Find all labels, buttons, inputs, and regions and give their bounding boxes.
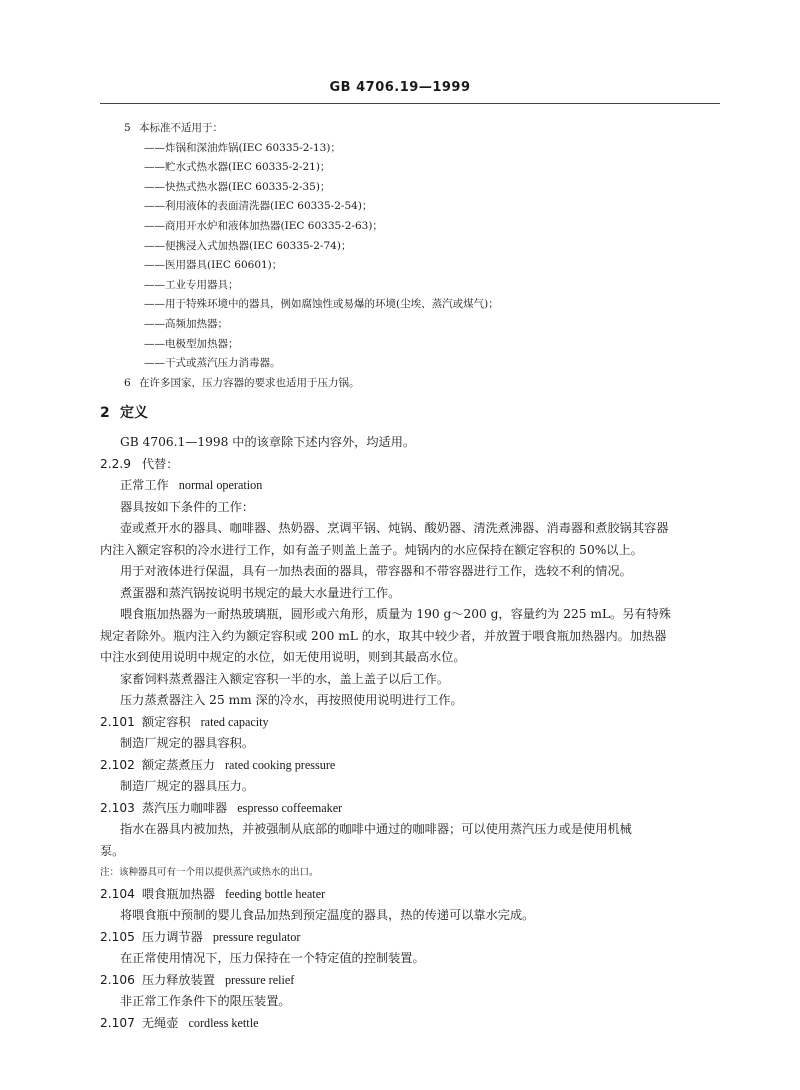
paragraph: 压力蒸煮器注入 25 mm 深的冷水，再按照使用说明进行工作。 [120,693,463,707]
note-item: ——利用液体的表面清洗器(IEC 60335-2-54)； [144,200,373,213]
header-rule [100,103,720,104]
definitions-body [100,432,720,1034]
paragraph-cont: 内注入额定容积的冷水进行工作，如有盖子则盖上盖子。炖锅内的水应保持在额定容积的 50%以上。 [100,542,643,557]
notes-list [124,119,724,393]
clause-2-102: 2.102 额定蒸煮压力 rated cooking pressure [100,757,336,772]
paragraph: 喂食瓶加热器为一耐热玻璃瓶，圆形或六角形，质量为 190 g～200 g，容量约为 225 mL。另有特殊 [120,607,671,621]
paragraph: 家畜饲料蒸煮器注入额定容积一半的水，盖上盖子以后工作。 [120,671,450,686]
definition: 在正常使用情况下，压力保持在一个特定值的控制装置。 [120,951,425,965]
note-item: ——工业专用器具； [144,278,239,291]
section-heading: 2 定义 [100,405,148,421]
note-item: ——商用开水炉和液体加热器(IEC 60335-2-63)； [144,219,383,232]
definition: 制造厂规定的器具容积。 [120,736,255,750]
clause-2-107: 2.107 无绳壶 cordless kettle [100,1015,259,1030]
note-item: 5 本标准不适用于： [124,122,223,134]
paragraph-cont: 规定者除外。瓶内注入约为额定容积或 200 mL 的水，取其中较少者，并放置于喂食瓶加热器内。加热器 [100,628,667,643]
standard-code: GB 4706.19—1999 [329,80,471,95]
note-item: ——医用器具(IEC 60601)； [144,259,283,272]
definition: 非正常工作条件下的限压装置。 [120,994,291,1008]
clause-2-101: 2.101 额定容积 rated capacity [100,714,269,729]
definition: 将喂食瓶中预制的婴儿食品加热到预定温度的器具，热的传递可以靠水完成。 [120,908,535,922]
intro-paragraph: GB 4706.1—1998 中的该章除下述内容外，均适用。 [120,435,416,449]
clause-2-106: 2.106 压力释放装置 pressure relief [100,972,295,987]
definition: 指水在器具内被加热，并被强制从底部的咖啡中通过的咖啡器；可以使用蒸汽压力或是使用机械 [120,822,632,836]
note-item: ——快热式热水器(IEC 60335-2-35)； [144,180,331,193]
paragraph: 壶或煮开水的器具、咖啡器、热奶器、烹调平锅、炖锅、酸奶器、清洗煮沸器、消毒器和煮胶锅其容器 [120,521,669,535]
note-item: 6 在许多国家，压力容器的要求也适用于压力锅。 [124,376,360,389]
paragraph: 用于对液体进行保温，具有一加热表面的器具，带容器和不带容器进行工作，选较不利的情况。 [120,564,632,578]
note-item: ——便携浸入式加热器(IEC 60335-2-74)； [144,239,352,252]
clause-2-103: 2.103 蒸汽压力咖啡器 espresso coffeemaker [100,800,343,815]
clause-2-104: 2.104 喂食瓶加热器 feeding bottle heater [100,886,326,901]
definition-cont: 泵。 [100,843,125,858]
note-item: ——用于特殊环境中的器具，例如腐蚀性或易爆的环境(尘埃、蒸汽或煤气)； [144,298,499,311]
note-item: ——贮水式热水器(IEC 60335-2-21)； [144,161,331,174]
note-item: ——炸锅和深油炸锅(IEC 60335-2-13)； [144,141,341,154]
paragraph: 煮蛋器和蒸汽锅按说明书规定的最大水量进行工作。 [120,585,401,600]
definition: 制造厂规定的器具压力。 [120,779,255,793]
note: 注：该种器具可有一个用以提供蒸汽或热水的出口。 [100,867,319,878]
paragraph: 器具按如下条件的工作： [120,499,255,514]
paragraph-cont: 中注水到使用说明中规定的水位，如无使用说明，则到其最高水位。 [100,650,466,664]
note-item: ——干式或蒸汽压力消毒器。 [144,357,281,370]
term-normal-operation: 正常工作 normal operation [120,478,263,492]
clause-2-105: 2.105 压力调节器 pressure regulator [100,929,301,944]
clause-2-2-9: 2.2.9 代替： [100,456,179,471]
note-item: ——电极型加热器； [144,337,239,350]
note-item: ——高频加热器； [144,317,228,330]
page-header [0,80,800,95]
